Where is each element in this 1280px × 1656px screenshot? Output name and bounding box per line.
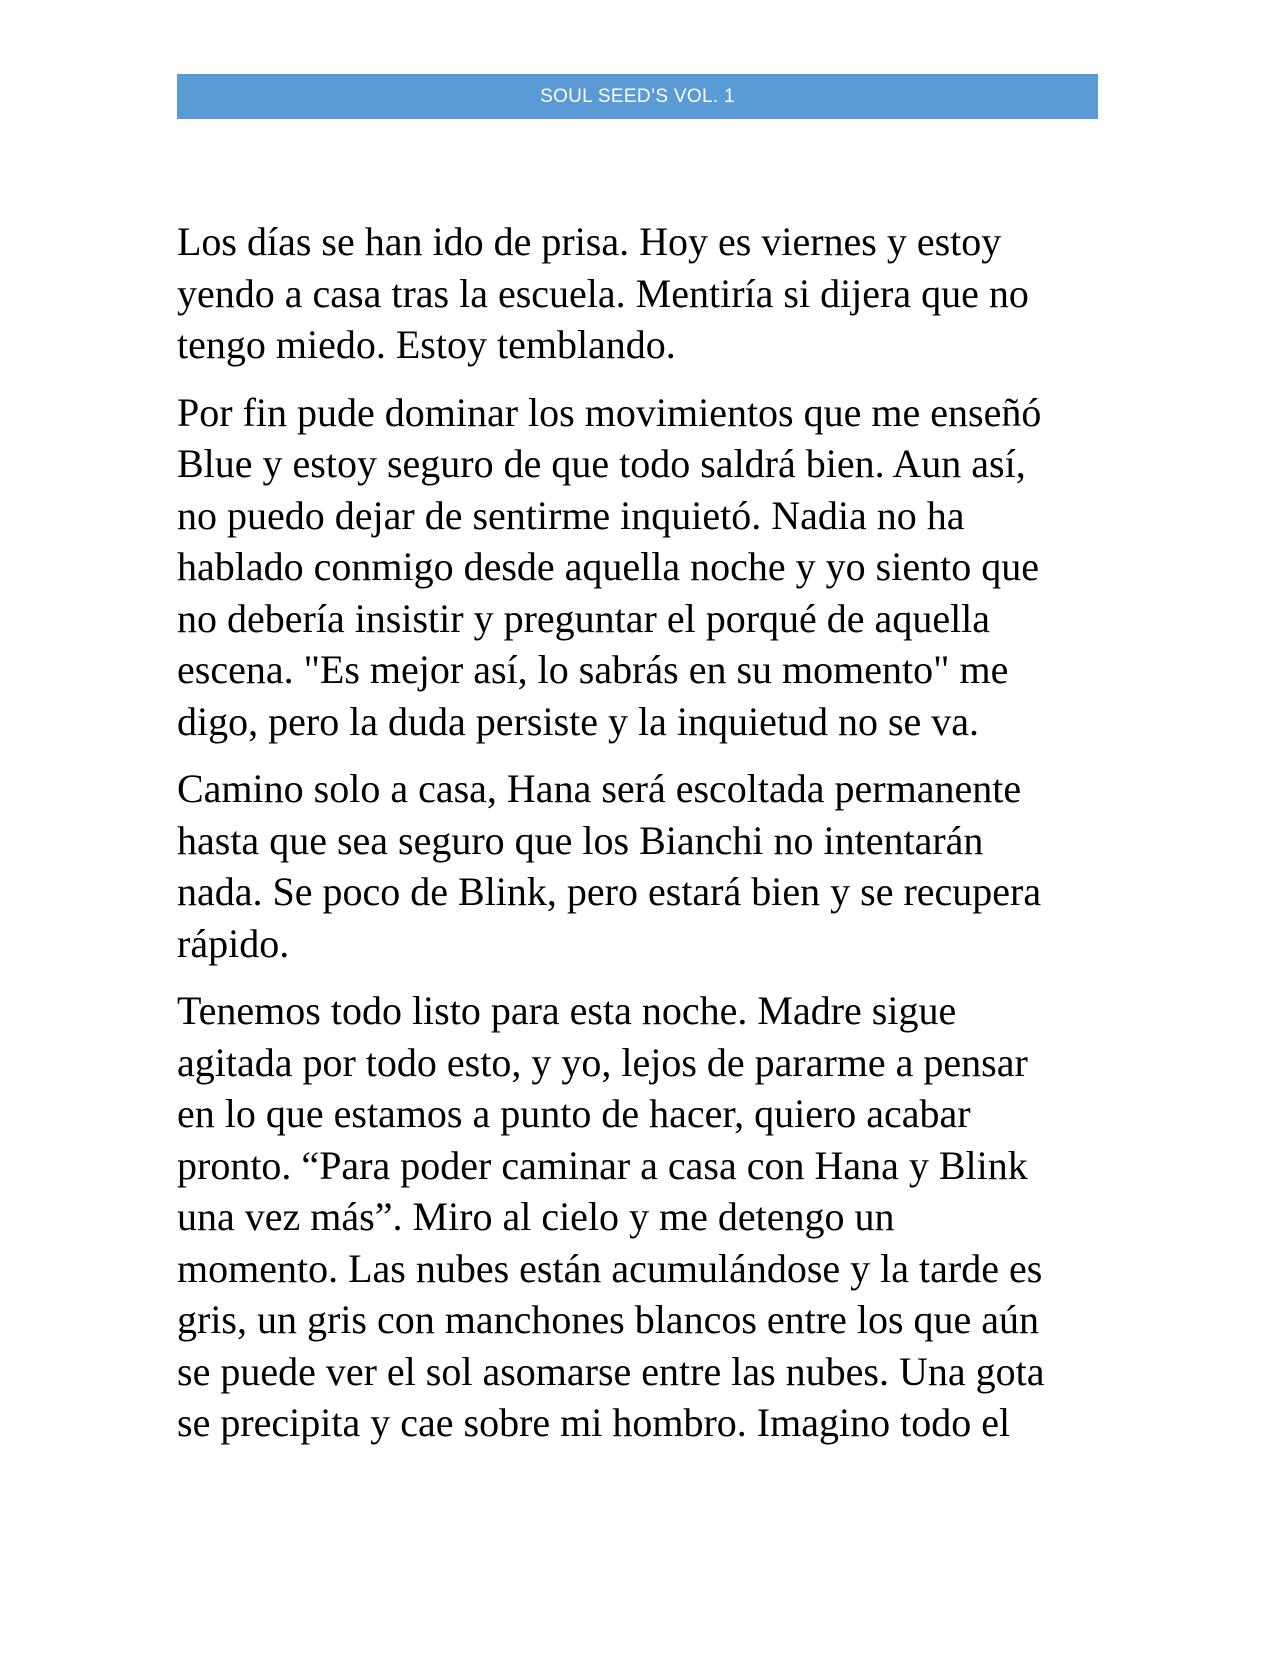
text-line: Camino solo a casa, Hana será escoltada permanente [177, 766, 1022, 811]
paragraph-1 [177, 216, 1107, 371]
text-line: se precipita y cae sobre mi hombro. Imagino todo el [177, 1400, 1011, 1445]
text-line: hablado conmigo desde aquella noche y yo siento que [177, 544, 1039, 589]
text-line: digo, pero la duda persiste y la inquietud no se va. [177, 698, 980, 744]
text-line: se puede ver el sol asomarse entre las nubes. Una gota [177, 1348, 1045, 1394]
text-line: Los días se han ido de prisa. Hoy es viernes y estoy [177, 219, 1002, 264]
paragraph-2 [177, 387, 1107, 748]
text-line: escena. "Es mejor así, lo sabrás en su momento" me [177, 647, 1009, 692]
text-line: no puedo dejar de sentirme inquietó. Nadia no ha [177, 492, 965, 538]
text-line: rápido. [177, 920, 290, 966]
paragraph-4 [177, 985, 1107, 1449]
text-line: hasta que sea seguro que los Bianchi no intentarán [177, 817, 984, 863]
text-line: pronto. “Para poder caminar a casa con Hana y Blink [177, 1142, 1028, 1188]
text-line: en lo que estamos a punto de hacer, quiero acabar [177, 1091, 971, 1136]
text-line: Por fin pude dominar los movimientos que me enseñó [177, 389, 1042, 435]
text-line: gris, un gris con manchones blancos entre los que aún [177, 1297, 1040, 1342]
text-line: tengo miedo. Estoy temblando. [177, 322, 676, 367]
text-line: agitada por todo esto, y yo, lejos de pararme a pensar [177, 1039, 1028, 1085]
running-header [177, 74, 1098, 119]
header-title: SOUL SEED’S VOL. 1 [540, 85, 735, 107]
text-line: nada. Se poco de Blink, pero estará bien y se recupera [177, 869, 1042, 914]
text-line: Tenemos todo listo para esta noche. Madre sigue [177, 988, 957, 1033]
text-line: yendo a casa tras la escuela. Mentiría si dijera que no [177, 270, 1029, 316]
text-line: una vez más”. Miro al cielo y me detengo un [177, 1194, 895, 1239]
paragraph-3 [177, 763, 1107, 969]
text-line: momento. Las nubes están acumulándose y la tarde es [177, 1245, 1043, 1291]
text-line: no debería insistir y preguntar el porqué de aquella [177, 595, 991, 641]
page-body [177, 216, 1107, 1465]
text-line: Blue y estoy seguro de que todo saldrá bien. Aun así, [177, 441, 1026, 486]
